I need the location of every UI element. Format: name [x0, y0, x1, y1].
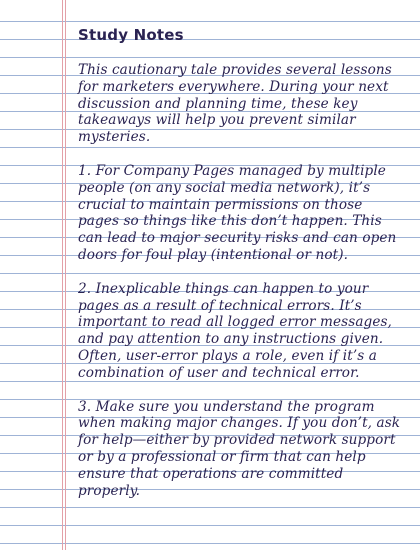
- notes-title: Study Notes: [78, 26, 184, 44]
- takeaway-1-paragraph: 1. For Company Pages managed by multiple people (on any social media network), it’s crucial to maintain permissions on those pages so things like this don’t happen. This can lead to major security risks and can open doors for foul play (intentional or not).: [78, 162, 397, 263]
- intro-paragraph: This cautionary tale provides several lessons for marketers everywhere. During your next discussion and planning time, these key takeaways will help you prevent similar mysteries.: [78, 62, 392, 146]
- margin-line-secondary: [65, 0, 66, 550]
- margin-line: [62, 0, 63, 550]
- takeaway-2-paragraph: 2. Inexplicable things can happen to your pages as a result of technical errors. It’s important to read all logged error messages, and pay attention to any instructions given. Often, user-error plays a role, even if it’s a combination of user and technical error.: [78, 280, 392, 381]
- takeaway-3-paragraph: 3. Make sure you understand the program when making major changes. If you don’t, ask for help—either by provided network support or by a professional or firm that can help ensure that operations are committed properly.: [78, 398, 401, 499]
- notes-content: [78, 24, 402, 516]
